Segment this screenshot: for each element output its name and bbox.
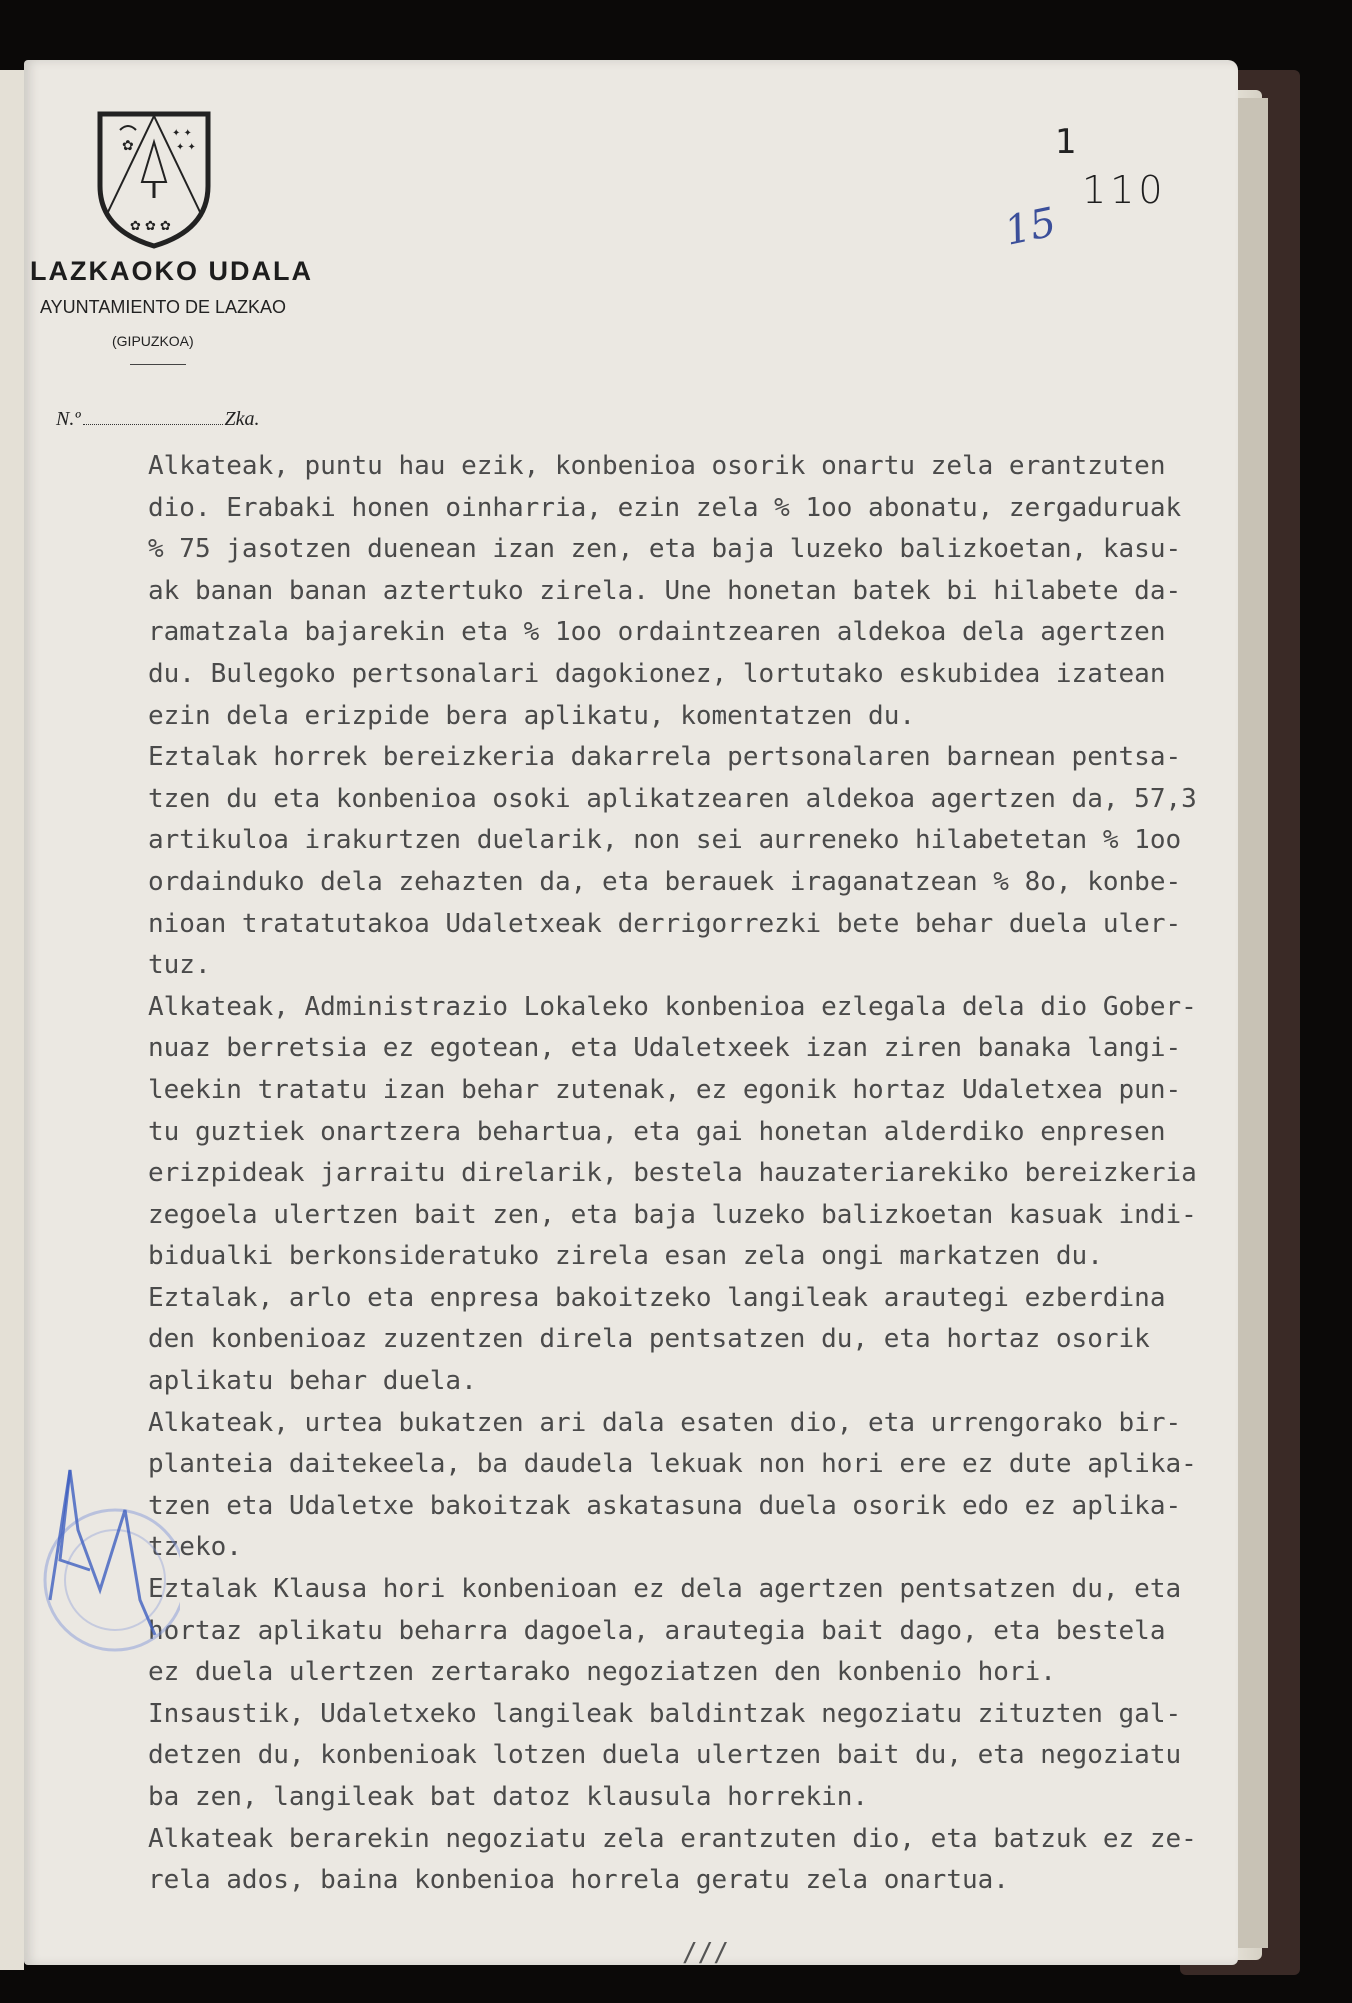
body-text-line: tzeko. — [148, 1532, 242, 1563]
body-text-line: ak banan banan aztertuko zirela. Une honetan batek bi hilabete da- — [148, 575, 1182, 606]
ref-suffix: Zka. — [224, 408, 260, 430]
body-text-line: tu guztiek onartzera behartua, eta gai honetan alderdiko enpresen — [148, 1116, 1166, 1147]
body-text-line: bidualki berkonsideratuko zirela esan zela ongi markatzen du. — [148, 1241, 1103, 1272]
body-text-line: rela ados, baina konbenioa horrela geratu zela onartua. — [148, 1865, 1009, 1896]
body-text-line: dio. Erabaki honen oinharria, ezin zela % 1oo abonatu, zergaduruak — [148, 492, 1182, 523]
org-subtitle: AYUNTAMIENTO DE LAZKAO — [40, 297, 287, 317]
body-text-line: tzen du eta konbenioa osoki aplikatzearen aldekoa agertzen da, 57,3 — [148, 783, 1197, 814]
body-text-line: Eztalak, arlo eta enpresa bakoitzeko langileak arautegi ezberdina — [148, 1282, 1166, 1313]
body-text-line: % 75 jasotzen duenean izan zen, eta baja luzeko balizkoetan, kasu- — [148, 534, 1182, 565]
body-text-line: ezin dela erizpide bera aplikatu, komentatzen du. — [148, 700, 916, 731]
body-text-line: Eztalak Klausa hori konbenioan ez dela agertzen pentsatzen du, eta — [148, 1574, 1182, 1605]
body-text-line: Alkateak, Administrazio Lokaleko konbenioa ezlegala dela dio Gober- — [148, 991, 1197, 1022]
body-text-line: ramatzala bajarekin eta % 1oo ordaintzearen aldekoa dela agertzen — [148, 617, 1166, 648]
letterhead-divider — [130, 364, 186, 365]
ref-prefix: N.º — [56, 408, 81, 430]
body-text-line: nuaz berretsia ez egotean, eta Udaletxeek izan ziren banaka langi- — [148, 1033, 1182, 1064]
body-text-line: zegoela ulertzen bait zen, eta baja luzeko balizkoetan kasuak indi- — [148, 1199, 1197, 1230]
reference-number-field — [56, 408, 260, 431]
body-text-line: aplikatu behar duela. — [148, 1366, 477, 1397]
facing-page-edge — [0, 70, 24, 1970]
body-text-line: planteia daitekeela, ba daudela lekuak non hori ere ez dute aplika- — [148, 1449, 1197, 1480]
handwritten-folio: 15 — [1000, 199, 1061, 255]
body-text-line: nioan tratatutakoa Udaletxeak derrigorrezki bete behar duela uler- — [148, 908, 1182, 939]
svg-text:✦ ✦: ✦ ✦ — [176, 142, 196, 153]
body-text-line: detzen du, konbenioak lotzen duela ulertzen bait du, eta negoziatu — [148, 1740, 1182, 1771]
org-name: LAZKAOKO UDALA — [30, 256, 313, 286]
minutes-body-text — [148, 446, 1238, 1902]
municipal-seal-stamp-icon — [30, 1450, 180, 1680]
body-text-line: Insaustik, Udaletxeko langileak baldintzak negoziatu zituzten gal- — [148, 1698, 1182, 1729]
body-text-line: erizpideak jarraitu direlarik, bestela hauzateriarekiko bereizkeria — [148, 1158, 1197, 1189]
ref-dotted-line — [83, 424, 223, 425]
folio-number: 110 — [1082, 168, 1167, 212]
svg-text:✦ ✦: ✦ ✦ — [172, 128, 192, 139]
svg-text:✿ ✿ ✿: ✿ ✿ ✿ — [130, 219, 171, 234]
body-text-line: ordainduko dela zehazten da, eta berauek iraganatzean % 8o, konbe- — [148, 866, 1182, 897]
body-text-line: ba zen, langileak bat datoz klausula horrekin. — [148, 1782, 869, 1812]
body-text-line: du. Bulegoko pertsonalari dagokionez, lortutako eskubidea izatean — [148, 658, 1166, 689]
body-text-line: Alkateak, puntu hau ezik, konbenioa osorik onartu zela erantzuten — [148, 451, 1166, 481]
folio-top-mark: 1 — [1055, 122, 1077, 162]
body-text-line: ez duela ulertzen zertarako negoziatzen den konbenio hori. — [148, 1657, 1056, 1688]
end-of-page-mark: /// — [682, 1938, 729, 1968]
body-text-line: tuz. — [148, 950, 211, 981]
body-text-line: hortaz aplikatu beharra dagoela, arautegia bait dago, eta bestela — [148, 1615, 1166, 1646]
svg-text:✿: ✿ — [122, 138, 134, 154]
body-text-line: Alkateak, urtea bukatzen ari dala esaten dio, eta urrengorako bir- — [148, 1407, 1182, 1438]
body-text-line: tzen eta Udaletxe bakoitzak askatasuna duela osorik edo ez aplika- — [148, 1490, 1182, 1521]
body-text-line: Alkateak berarekin negoziatu zela erantzuten dio, eta batzuk ez ze- — [148, 1823, 1197, 1854]
body-text-line: Eztalak horrek bereizkeria dakarrela pertsonalaren barnean pentsa- — [148, 742, 1182, 773]
body-text-line: leekin tratatu izan behar zutenak, ez egonik hortaz Udaletxea pun- — [148, 1074, 1182, 1105]
body-text-line: den konbenioaz zuzentzen direla pentsatzen du, eta hortaz osorik — [148, 1324, 1150, 1355]
coat-of-arms-icon — [94, 108, 214, 250]
body-text-line: artikuloa irakurtzen duelarik, non sei aurreneko hilabetetan % 1oo — [148, 825, 1182, 856]
org-region: (GIPUZKOA) — [112, 333, 194, 349]
